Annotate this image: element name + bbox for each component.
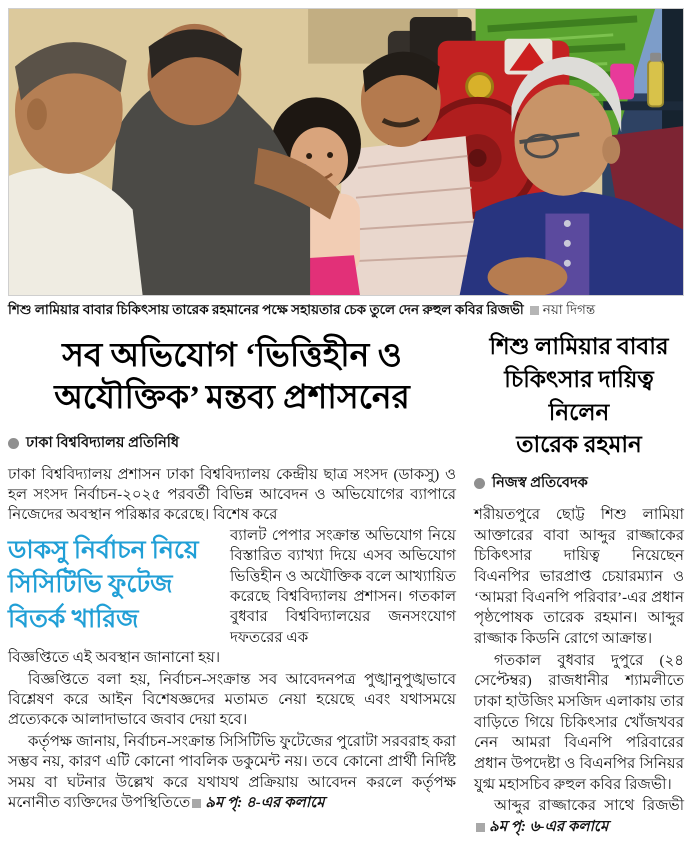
right-paragraph-2: গতকাল বুধবার দুপুরে (২৪ সেপ্টেম্বর) রাজধানীর শ্যামলীতে ঢাকা হাউজিং মসজিদ এলাকায় তার বাড়িতে গিয়ে চিকিৎসার খোঁজখবর নেন আমরা বিএনপি পরিবারের প্রধান উপদেষ্টা ও বিএনপির সিনিয়র যুগ্ম মহাসচিব রুহুল কবির রিজভী। [474, 652, 684, 793]
photo-caption: শিশু লামিয়ার বাবার চিকিৎসায় তারেক রহমানের পক্ষে সহায়তার চেক তুলে দেন রুহুল কবির রিজভী [8, 302, 524, 317]
left-body-middle [8, 526, 456, 648]
byline-bullet-icon [8, 438, 19, 449]
pull-quote: ডাকসু নির্বাচন নিয়ে সিসিটিভি ফুটেজ বিতর্ক খারিজ [8, 536, 199, 633]
right-headline [474, 331, 684, 462]
right-jump-line: ৯ম পৃ: ৬-এর কলামে [489, 819, 609, 836]
right-headline-line2: চিকিৎসার দায়িত্ব নিলেন [504, 366, 654, 425]
byline-bullet-icon [474, 478, 485, 489]
right-byline [474, 472, 684, 496]
left-paragraph-4: বিজ্ঞপ্তিতে বলা হয়, নির্বাচন-সংক্রান্ত সব আবেদনপত্র পুঙ্খানুপুঙ্খভাবে বিশ্লেষণ করে আইন বিশেষজ্ঞদের মতামত নেয়া হয়েছে এবং যথাসময়ে প্রত্যেককে আলাদাভাবে জবাব দেয়া হবে। [8, 671, 456, 729]
right-paragraph-1: শরীয়তপুরে ছোট্ট শিশু লামিয়া আক্তারের বাবা আব্দুর রাজ্জাকের চিকিৎসার দায়িত্ব নিয়েছেন বিএনপির ভারপ্রাপ্ত চেয়ারম্যান ও ‘আমরা বিএনপি পরিবার’-এর প্রধান পৃষ্ঠপোষক তারেক রহমান। আব্দুর রাজ্জাক কিডনি রোগে আক্রান্ত। [474, 506, 684, 647]
left-paragraph-5 [8, 732, 456, 814]
news-photo-illustration [9, 9, 683, 295]
article-left [8, 331, 456, 838]
left-headline-line1: সব অভিযোগ ‘ভিত্তিহীন ও [62, 338, 402, 375]
jump-square-icon [192, 799, 201, 808]
photo-caption-row [8, 301, 684, 319]
left-paragraph-5-text: কর্তৃপক্ষ জানায়, নির্বাচন-সংক্রান্ত সিসিটিভি ফুটেজের পুরোটা সরবরাহ করা সম্ভব নয়, কারণ এটি কোনো পাবলিক ডকুমেন্ট নয়। তবে কোনো প্রার্থী নির্দিষ্ট সময় বা ঘটনার উল্লেখ করে যথাযথ প্রক্রিয়ায় আবেদন করলে কর্তৃপক্ষ মনোনীত ব্যক্তিদের উপস্থিতিতে [8, 733, 456, 811]
right-byline-label: নিজস্ব প্রতিবেদক [492, 474, 588, 491]
article-right [474, 331, 684, 838]
left-paragraph-3: বিজ্ঞপ্তিতে এই অবস্থান জানানো হয়। [8, 650, 221, 667]
left-headline [8, 335, 456, 419]
right-paragraph-3 [474, 796, 684, 837]
credit-square-icon [530, 306, 539, 315]
jump-square-icon [476, 823, 485, 832]
article-columns [8, 331, 684, 838]
right-headline-line3: তারেক রহমান [516, 432, 642, 458]
left-headline-line2: অযৌক্তিক’ মন্তব্য প্রশাসনের [54, 380, 410, 417]
photo-credit: নয়া দিগন্ত [542, 302, 596, 317]
left-paragraph-1: ঢাকা বিশ্ববিদ্যালয় প্রশাসন ঢাকা বিশ্ববিদ্যালয় কেন্দ্রীয় ছাত্র সংসদ (ডাকসু) ও হল সংসদ নির্বাচন-২০২৫ পরবর্তী বিভিন্ন আবেদন ও অভিযোগের ব্যাপারে নিজেদের অবস্থান পরিষ্কার করেছে। বিশেষ করে [8, 466, 456, 524]
left-byline [8, 432, 456, 456]
right-paragraph-3-text: আব্দুর রাজ্জাকের সাথে রিজভী [494, 798, 684, 815]
left-paragraph-2: ব্যালট পেপার সংক্রান্ত অভিযোগ নিয়ে বিস্তারিত ব্যাখ্যা দিয়ে এসব অভিযোগ ভিত্তিহীন ও অযৌক্তিক বলে আখ্যায়িত করেছে বিশ্ববিদ্যালয় প্রশাসন। গতকাল বুধবার বিশ্ববিদ্যালয়ের জনসংযোগ দফতরের এক [230, 527, 456, 646]
news-photo [8, 8, 684, 296]
left-jump-line: ৯ম পৃ: ৪-এর কলামে [205, 794, 325, 811]
left-byline-label: ঢাকা বিশ্ববিদ্যালয় প্রতিনিধি [26, 434, 180, 451]
right-headline-line1: শিশু লামিয়ার বাবার [489, 334, 669, 360]
